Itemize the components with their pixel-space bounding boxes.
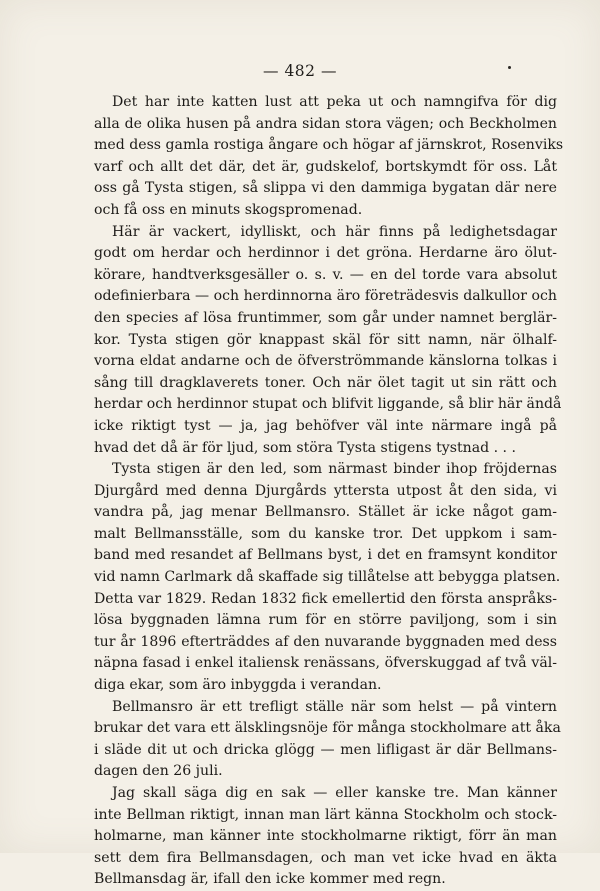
text-line: holmarne, man känner inte stockholmarne riktigt, förr än man bbox=[94, 828, 557, 845]
text-line: och få oss en minuts skogspromenad. bbox=[94, 201, 363, 218]
text-line: sett dem fira Bellmansdagen, och man vet icke hvad en äkta bbox=[94, 849, 557, 866]
text-line: tur år 1896 efterträddes af den nuvarande byggnaden med dess bbox=[94, 633, 557, 650]
text-line: odefinierbara — och herdinnorna äro företrädesvis dalkullor och bbox=[94, 288, 557, 305]
text-line: kor. Tysta stigen gör knappast skäl för sitt namn, när ölhalf- bbox=[94, 331, 557, 348]
text-line: herdar och herdinnor stupat och blifvit liggande, så blir här ändå bbox=[94, 396, 562, 413]
body-text bbox=[94, 92, 564, 891]
text-line: Detta var 1829. Redan 1832 fick emellertid den första anspråks- bbox=[94, 590, 557, 607]
text-line: med dess gamla rostiga ångare och högar af järnskrot, Rosenviks bbox=[94, 137, 564, 154]
text-line: körare, handtverksgesäller o. s. v. — en del torde vara absolut bbox=[94, 266, 557, 283]
text-line: Djurgård med denna Djurgårds yttersta utpost åt den sida, vi bbox=[94, 482, 557, 499]
text-line: brukar det vara ett älsklingsnöje för många stockholmare att åka bbox=[94, 720, 561, 737]
text-line: vorna eldat andarne och de öfverströmmande känslorna tolkas i bbox=[94, 353, 557, 370]
text-line: dagen den 26 juli. bbox=[94, 763, 223, 780]
text-line: näpna fasad i enkel italiensk renässans, öfverskuggad af två väl- bbox=[94, 655, 557, 672]
text-line: Bellmansro är ett trefligt ställe när som helst — på vintern bbox=[112, 698, 557, 715]
page-number: — 482 — bbox=[263, 62, 337, 80]
text-line: band med resandet af Bellmans byst, i det en framsynt konditor bbox=[94, 547, 557, 564]
text-line: vandra på, jag menar Bellmansro. Stället är icke något gam- bbox=[94, 504, 557, 521]
text-line: sång till dragklaverets toner. Och när ölet tagit ut sin rätt och bbox=[94, 374, 557, 391]
text-line: icke riktigt tyst — ja, jag behöfver väl inte närmare ingå på bbox=[94, 417, 557, 434]
text-line: diga ekar, som äro inbyggda i verandan. bbox=[94, 677, 382, 694]
text-line: alla de olika husen på andra sidan stora vägen; och Beckholmen bbox=[94, 115, 557, 132]
text-line: lösa byggnaden lämna rum för en större paviljong, som i sin bbox=[94, 612, 557, 629]
text-line: i släde dit ut och dricka glögg — men lifligast är där Bellmans- bbox=[94, 741, 557, 758]
text-line: den species af lösa fruntimmer, som går under namnet berglär- bbox=[94, 309, 557, 326]
text-line: Bellmansdag är, ifall den icke kommer med regn. bbox=[94, 871, 446, 888]
ink-speck bbox=[508, 66, 511, 69]
text-line: vid namn Carlmark då skaffade sig tillåtelse att bebygga platsen. bbox=[94, 569, 561, 586]
text-line: Här är vackert, idylliskt, och här finns på ledighetsdagar bbox=[112, 223, 557, 240]
text-line: oss gå Tysta stigen, så slippa vi den dammiga bygatan där nere bbox=[94, 180, 557, 197]
text-line: inte Bellman riktigt, innan man lärt känna Stockholm och stock- bbox=[94, 806, 557, 823]
text-line: godt om herdar och herdinnor i det gröna. Herdarne äro ölut- bbox=[94, 245, 557, 262]
text-line: Det har inte katten lust att peka ut och namngifva för dig bbox=[112, 94, 557, 110]
text-line: varf och allt det där, det är, gudskelof, bortskymdt för oss. Låt bbox=[94, 158, 557, 175]
text-line: malt Bellmansställe, som du kanske tror. Det uppkom i sam- bbox=[94, 525, 557, 542]
text-line: hvad det då är för ljud, som störa Tysta stigens tystnad . . . bbox=[94, 439, 516, 456]
text-line: Tysta stigen är den led, som närmast binder ihop fröjdernas bbox=[112, 461, 557, 478]
text-line: Jag skall säga dig en sak — eller kanske tre. Man känner bbox=[112, 785, 557, 801]
